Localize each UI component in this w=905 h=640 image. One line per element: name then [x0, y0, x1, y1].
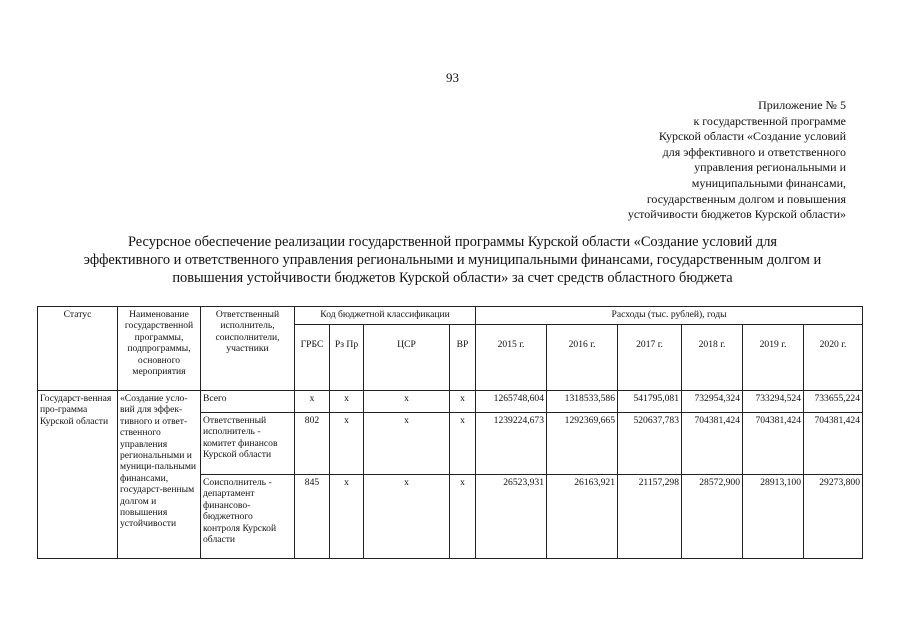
appendix-line: Курской области «Создание условий — [658, 129, 846, 144]
header-csr: ЦСР — [364, 325, 450, 391]
header-year: 2017 г. — [618, 325, 682, 391]
cell-value: 1318533,586 — [547, 391, 618, 413]
cell-value: 704381,424 — [682, 413, 743, 475]
table-row — [38, 391, 863, 413]
header-year: 2018 г. — [682, 325, 743, 391]
cell-value: 1265748,604 — [476, 391, 547, 413]
appendix-line: для эффективного и ответственного — [662, 144, 846, 159]
cell-csr: х — [364, 391, 450, 413]
cell-executor: Всего — [201, 391, 295, 413]
cell-vr: х — [450, 475, 476, 559]
cell-program-name: «Создание усло-вий для эффек-тивного и ответ-ственного управления региональными и муници-пальными финансами, государст-венным долгом и повышения устойчивости — [118, 391, 201, 559]
cell-vr: х — [450, 413, 476, 475]
cell-value: 733655,224 — [804, 391, 863, 413]
header-name: Наименование государственной программы, подпрограммы, основного мероприятия — [118, 307, 201, 391]
cell-csr: х — [364, 413, 450, 475]
cell-value: 29273,800 — [804, 475, 863, 559]
cell-value: 21157,298 — [618, 475, 682, 559]
cell-value: 520637,783 — [618, 413, 682, 475]
cell-executor: Ответственный исполнитель - комитет финансов Курской области — [201, 413, 295, 475]
appendix-line: управления региональными и — [694, 160, 846, 175]
header-year: 2020 г. — [804, 325, 863, 391]
header-vr: ВР — [450, 325, 476, 391]
header-grbs: ГРБС — [295, 325, 330, 391]
appendix-block — [546, 98, 846, 223]
header-year: 2016 г. — [547, 325, 618, 391]
header-year: 2015 г. — [476, 325, 547, 391]
header-budget-code: Код бюджетной классификации — [295, 307, 476, 325]
appendix-line: к государственной программе — [693, 113, 846, 128]
cell-value: 704381,424 — [743, 413, 804, 475]
cell-value: 28913,100 — [743, 475, 804, 559]
cell-rzpr: х — [330, 391, 364, 413]
header-executor: Ответственный исполнитель, соисполнители, участники — [201, 307, 295, 391]
cell-value: 26163,921 — [547, 475, 618, 559]
cell-value: 26523,931 — [476, 475, 547, 559]
document-title — [55, 234, 850, 287]
title-line: Ресурсное обеспечение реализации государственной программы Курской области «Создание условий для — [127, 234, 778, 250]
cell-rzpr: х — [330, 475, 364, 559]
cell-grbs: 845 — [295, 475, 330, 559]
cell-value: 732954,324 — [682, 391, 743, 413]
appendix-line: устойчивости бюджетов Курской области» — [627, 207, 846, 222]
appendix-line: государственным долгом и повышения — [646, 191, 846, 206]
budget-table — [37, 306, 863, 559]
header-status: Статус — [38, 307, 118, 391]
appendix-line: муниципальными финансами, — [691, 175, 846, 190]
title-line: повышения устойчивости бюджетов Курской области» за счет средств областного бюджета — [172, 269, 733, 286]
appendix-line: Приложение № 5 — [758, 98, 846, 112]
cell-executor: Соисполнитель - департамент финансово-бюджетного контроля Курской области — [201, 475, 295, 559]
header-expenses: Расходы (тыс. рублей), годы — [476, 307, 863, 325]
cell-grbs: 802 — [295, 413, 330, 475]
header-rzpr: Рз Пр — [330, 325, 364, 391]
header-year: 2019 г. — [743, 325, 804, 391]
cell-value: 733294,524 — [743, 391, 804, 413]
cell-status: Государст-венная про-грамма Курской области — [38, 391, 118, 559]
cell-vr: х — [450, 391, 476, 413]
cell-value: 1239224,673 — [476, 413, 547, 475]
cell-value: 541795,081 — [618, 391, 682, 413]
cell-value: 704381,424 — [804, 413, 863, 475]
cell-csr: х — [364, 475, 450, 559]
cell-value: 28572,900 — [682, 475, 743, 559]
cell-grbs: х — [295, 391, 330, 413]
title-line: эффективного и ответственного управления региональными и муниципальными финансами, государственным долгом и — [83, 251, 822, 268]
cell-value: 1292369,665 — [547, 413, 618, 475]
cell-rzpr: х — [330, 413, 364, 475]
page-number: 93 — [446, 70, 459, 85]
